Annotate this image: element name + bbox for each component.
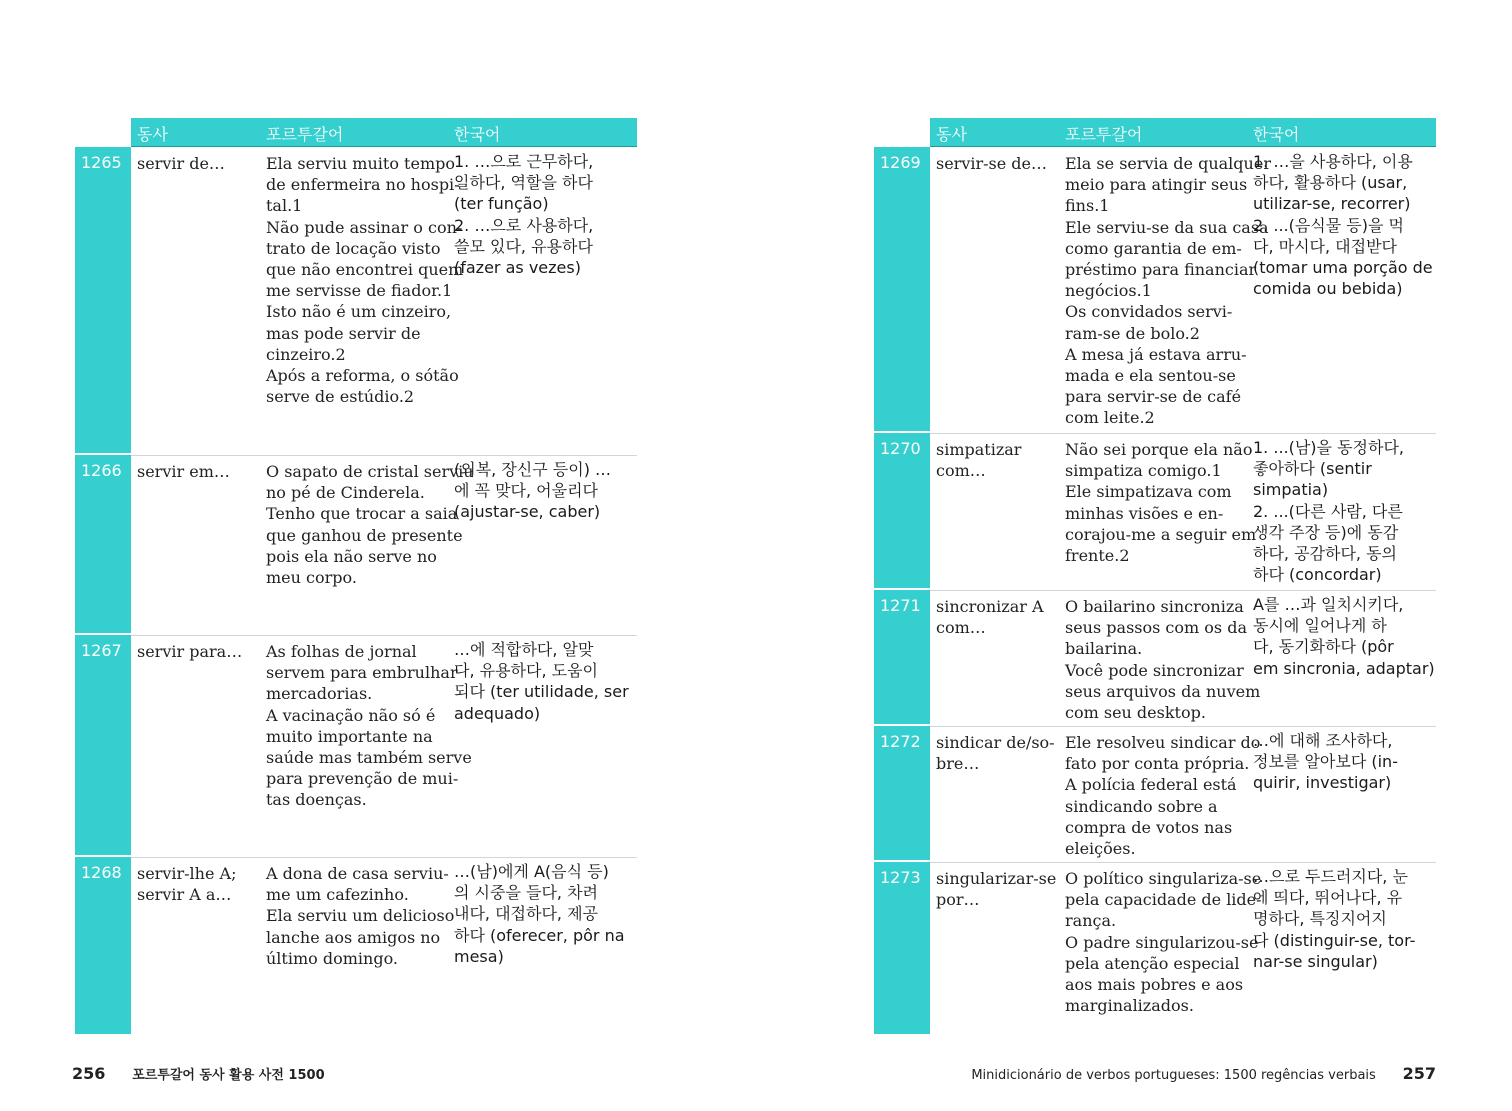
portuguese-examples-line: Você pode sincronizar bbox=[1065, 660, 1244, 680]
portuguese-examples-line: Ela se servia de qualquer bbox=[1065, 154, 1271, 173]
portuguese-examples bbox=[1065, 732, 1261, 859]
korean-meaning bbox=[1253, 437, 1435, 585]
verb-phrase-line: bre… bbox=[936, 754, 980, 773]
entry bbox=[75, 147, 637, 453]
korean-meaning-line: 일하다, 역할을 하다 bbox=[454, 173, 593, 193]
portuguese-examples-line: Ele resolveu sindicar do bbox=[1065, 733, 1261, 752]
verb-phrase bbox=[137, 863, 259, 905]
korean-meaning-line: 에 꼭 맞다, 어울리다 bbox=[454, 481, 598, 501]
portuguese-examples-line: seus arquivos da nuvem bbox=[1065, 681, 1261, 701]
portuguese-examples-line: com seu desktop. bbox=[1065, 703, 1206, 723]
korean-meaning-line: 생각 주장 등)에 동감 bbox=[1253, 522, 1399, 542]
entry-number: 1269 bbox=[880, 153, 921, 172]
portuguese-examples bbox=[266, 641, 472, 811]
verb-phrase-line: servir de… bbox=[137, 154, 225, 173]
korean-meaning bbox=[454, 861, 636, 967]
korean-meaning-line: quirir, investigar) bbox=[1253, 773, 1392, 793]
portuguese-examples-line: Ela serviu muito tempo bbox=[266, 154, 455, 173]
korean-meaning-line: 2. …으로 사용하다, bbox=[454, 215, 594, 235]
korean-meaning-line: 동시에 일어나게 하 bbox=[1253, 616, 1387, 636]
korean-meaning-line: simpatia) bbox=[1253, 480, 1329, 500]
korean-meaning-line: …에 적합하다, 알맞 bbox=[454, 640, 594, 659]
portuguese-examples-line: que não encontrei quem bbox=[266, 260, 464, 280]
korean-meaning bbox=[454, 459, 636, 523]
portuguese-examples-line: me um cafezinho. bbox=[266, 885, 409, 905]
verb-phrase-line: por… bbox=[936, 890, 980, 909]
entry bbox=[874, 590, 1436, 724]
korean-meaning-line: 좋아하다 (sentir bbox=[1253, 459, 1372, 479]
portuguese-examples-line: mada e ela sentou-se bbox=[1065, 366, 1236, 386]
header-korean: 한국어 bbox=[454, 125, 501, 144]
entry-divider bbox=[131, 857, 637, 858]
portuguese-examples-line: Ele serviu-se da sua casa bbox=[1065, 217, 1269, 237]
header-verb: 동사 bbox=[936, 125, 967, 144]
korean-meaning-line: 내다, 대접하다, 제공 bbox=[454, 904, 598, 924]
verb-phrase-line: sincronizar A bbox=[936, 597, 1044, 616]
portuguese-examples-line: trato de locação visto bbox=[266, 238, 441, 258]
entry-number-band bbox=[874, 147, 930, 431]
korean-meaning-line: 하다 (concordar) bbox=[1253, 565, 1382, 585]
verb-phrase-line: servir A a… bbox=[137, 885, 232, 904]
portuguese-examples-line: Após a reforma, o sótão bbox=[266, 366, 459, 386]
verb-phrase-line: sindicar de/so- bbox=[936, 733, 1055, 752]
header-verb: 동사 bbox=[137, 125, 168, 144]
entry-divider bbox=[930, 862, 1436, 863]
portuguese-examples-line: no pé de Cinderela. bbox=[266, 483, 425, 503]
korean-meaning-line: 명하다, 특징지어지 bbox=[1253, 909, 1387, 929]
verb-phrase bbox=[137, 153, 259, 174]
page-number-right: 257 bbox=[1402, 1064, 1436, 1083]
portuguese-examples-line: préstimo para financiar bbox=[1065, 260, 1257, 280]
portuguese-examples-line: A mesa já estava arru- bbox=[1065, 344, 1247, 364]
korean-meaning-line: 다 (distinguir-se, tor- bbox=[1253, 930, 1416, 950]
korean-meaning-line: nar-se singular) bbox=[1253, 951, 1378, 971]
portuguese-examples-line: negócios.1 bbox=[1065, 281, 1152, 301]
verb-phrase bbox=[936, 153, 1058, 174]
korean-meaning-line: 1. …으로 근무하다, bbox=[454, 152, 594, 171]
korean-meaning-line: em sincronia, adaptar) bbox=[1253, 658, 1435, 678]
footer-left bbox=[72, 1064, 325, 1083]
korean-meaning-line: …으로 두드러지다, 눈 bbox=[1253, 867, 1408, 886]
portuguese-examples bbox=[1065, 868, 1262, 1016]
portuguese-examples-line: fins.1 bbox=[1065, 196, 1110, 216]
portuguese-examples-line: A polícia federal está bbox=[1065, 775, 1237, 795]
portuguese-examples-line: Ela serviu um delicioso bbox=[266, 906, 455, 926]
portuguese-examples bbox=[1065, 596, 1261, 723]
verb-phrase-line: servir-se de… bbox=[936, 154, 1048, 173]
korean-meaning-line: 하다, 활용하다 (usar, bbox=[1253, 173, 1408, 193]
entry-divider bbox=[131, 635, 637, 636]
portuguese-examples-line: corajou-me a seguir em bbox=[1065, 524, 1257, 544]
entry-number-band bbox=[874, 433, 930, 588]
portuguese-examples-line: As folhas de jornal bbox=[266, 642, 417, 661]
portuguese-examples-line: sindicando sobre a bbox=[1065, 796, 1218, 816]
left-page bbox=[75, 118, 637, 1034]
portuguese-examples-line: rança. bbox=[1065, 911, 1117, 931]
entry bbox=[874, 862, 1436, 1034]
portuguese-examples-line: pela capacidade de lide- bbox=[1065, 890, 1262, 910]
korean-meaning bbox=[454, 639, 636, 724]
portuguese-examples-line: simpatiza comigo.1 bbox=[1065, 461, 1222, 481]
portuguese-examples bbox=[1065, 439, 1257, 566]
portuguese-examples-line: fato por conta própria. bbox=[1065, 754, 1250, 774]
portuguese-examples-line: minhas visões e en- bbox=[1065, 503, 1224, 523]
portuguese-examples-line: saúde mas também serve bbox=[266, 748, 472, 768]
portuguese-examples bbox=[266, 153, 464, 407]
entry bbox=[75, 857, 637, 1034]
verb-phrase bbox=[936, 439, 1058, 481]
portuguese-examples-line: de enfermeira no hospi- bbox=[266, 175, 460, 195]
portuguese-examples-line: que ganhou de presente bbox=[266, 525, 463, 545]
right-page bbox=[874, 118, 1436, 1034]
verb-phrase-line: servir para… bbox=[137, 642, 243, 661]
korean-meaning-line: (의복, 장신구 등이) … bbox=[454, 460, 612, 479]
portuguese-examples-line: seus passos com os da bbox=[1065, 618, 1247, 638]
korean-meaning-line: 하다, 공감하다, 동의 bbox=[1253, 544, 1397, 564]
verb-phrase bbox=[137, 641, 259, 662]
korean-meaning-line: 에 띄다, 뛰어나다, 유 bbox=[1253, 888, 1403, 908]
header-portuguese: 포르투갈어 bbox=[266, 125, 344, 144]
portuguese-examples-line: Não pude assinar o con- bbox=[266, 217, 463, 237]
korean-meaning-line: 1. …을 사용하다, 이용 bbox=[1253, 152, 1413, 171]
verb-phrase-line: com… bbox=[936, 461, 986, 480]
portuguese-examples-line: serve de estúdio.2 bbox=[266, 387, 415, 407]
entry-number-band bbox=[75, 635, 131, 855]
korean-meaning bbox=[1253, 730, 1435, 794]
entry-number-band bbox=[874, 726, 930, 860]
entry-number: 1272 bbox=[880, 732, 921, 751]
entry-number-band bbox=[874, 590, 930, 724]
portuguese-examples-line: tas doenças. bbox=[266, 790, 367, 810]
portuguese-examples-line: Os convidados servi- bbox=[1065, 302, 1233, 322]
portuguese-examples-line: com leite.2 bbox=[1065, 408, 1155, 428]
footer-right bbox=[971, 1064, 1436, 1083]
korean-meaning-line: 2. ...(음식물 등)을 먹 bbox=[1253, 215, 1405, 235]
entry bbox=[874, 147, 1436, 431]
verb-phrase bbox=[936, 732, 1058, 774]
entry-divider bbox=[930, 726, 1436, 727]
korean-meaning-line: …에 대해 조사하다, bbox=[1253, 731, 1393, 750]
entry-number: 1267 bbox=[81, 641, 122, 660]
portuguese-examples-line: aos mais pobres e aos bbox=[1065, 975, 1244, 995]
verb-phrase bbox=[137, 461, 259, 482]
portuguese-examples-line: bailarina. bbox=[1065, 639, 1143, 659]
entry-number: 1271 bbox=[880, 596, 921, 615]
korean-meaning-line: (fazer as vezes) bbox=[454, 258, 581, 278]
portuguese-examples-line: O padre singularizou-se bbox=[1065, 932, 1259, 952]
portuguese-examples bbox=[266, 461, 474, 588]
column-header-row bbox=[131, 118, 637, 147]
portuguese-examples-line: muito importante na bbox=[266, 726, 433, 746]
portuguese-examples-line: Não sei porque ela não bbox=[1065, 440, 1253, 459]
korean-meaning-line: …(남)에게 A(음식 등) bbox=[454, 862, 609, 881]
portuguese-examples-line: para prevenção de mui- bbox=[266, 769, 459, 789]
page-number-left: 256 bbox=[72, 1064, 106, 1083]
korean-meaning-line: 다, 동기화하다 (pôr bbox=[1253, 637, 1394, 657]
portuguese-examples-line: meu corpo. bbox=[266, 568, 357, 588]
verb-phrase bbox=[936, 868, 1058, 910]
entry-number: 1266 bbox=[81, 461, 122, 480]
korean-meaning-line: mesa) bbox=[454, 946, 504, 966]
entry-number-band bbox=[75, 857, 131, 1034]
header-korean: 한국어 bbox=[1253, 125, 1300, 144]
korean-meaning-line: 정보를 알아보다 (in- bbox=[1253, 752, 1398, 772]
portuguese-examples-line: compra de votos nas bbox=[1065, 817, 1233, 837]
entry-number: 1265 bbox=[81, 153, 122, 172]
korean-meaning-line: 1. ...(남)을 동정하다, bbox=[1253, 438, 1405, 457]
korean-meaning-line: 의 시중을 들다, 차려 bbox=[454, 883, 598, 903]
entry bbox=[75, 635, 637, 855]
korean-meaning-line: adequado) bbox=[454, 703, 541, 723]
entry-number-band bbox=[75, 455, 131, 633]
portuguese-examples-line: O político singulariza-se bbox=[1065, 869, 1262, 888]
portuguese-examples-line: ram-se de bolo.2 bbox=[1065, 323, 1200, 343]
korean-meaning bbox=[454, 151, 636, 278]
portuguese-examples-line: tal.1 bbox=[266, 196, 303, 216]
verb-phrase-line: simpatizar bbox=[936, 440, 1022, 459]
korean-meaning-line: 다, 유용하다, 도움이 bbox=[454, 661, 598, 681]
portuguese-examples-line: Ele simpatizava com bbox=[1065, 482, 1232, 502]
verb-phrase-line: singularizar-se bbox=[936, 869, 1057, 888]
portuguese-examples-line: mas pode servir de bbox=[266, 323, 421, 343]
entry-divider bbox=[131, 455, 637, 456]
portuguese-examples-line: Isto não é um cinzeiro, bbox=[266, 302, 452, 322]
verb-phrase-line: com… bbox=[936, 618, 986, 637]
portuguese-examples-line: como garantia de em- bbox=[1065, 238, 1242, 258]
korean-meaning bbox=[1253, 151, 1435, 299]
portuguese-examples-line: marginalizados. bbox=[1065, 996, 1194, 1016]
portuguese-examples-line: para servir-se de café bbox=[1065, 387, 1242, 407]
korean-meaning-line: comida ou bebida) bbox=[1253, 279, 1403, 299]
entry-number: 1268 bbox=[81, 863, 122, 882]
portuguese-examples-line: servem para embrulhar bbox=[266, 663, 458, 683]
entry-number: 1273 bbox=[880, 868, 921, 887]
portuguese-examples-line: pois ela não serve no bbox=[266, 546, 437, 566]
korean-meaning-line: 하다 (oferecer, pôr na bbox=[454, 925, 625, 945]
portuguese-examples-line: me servisse de fiador.1 bbox=[266, 281, 453, 301]
book-title-portuguese: Minidicionário de verbos portugueses: 1500 regências verbais bbox=[971, 1068, 1376, 1083]
portuguese-examples-line: Tenho que trocar a saia bbox=[266, 504, 458, 524]
entry-number-band bbox=[874, 862, 930, 1034]
entry bbox=[75, 455, 637, 633]
entry-divider bbox=[930, 433, 1436, 434]
portuguese-examples bbox=[1065, 153, 1271, 429]
korean-meaning-line: 쓸모 있다, 유용하다 bbox=[454, 236, 593, 256]
book-title-korean: 포르투갈어 동사 활용 사전 1500 bbox=[132, 1068, 325, 1083]
portuguese-examples-line: último domingo. bbox=[266, 948, 399, 968]
portuguese-examples-line: lanche aos amigos no bbox=[266, 927, 441, 947]
korean-meaning bbox=[1253, 594, 1435, 679]
portuguese-examples-line: mercadorias. bbox=[266, 684, 373, 704]
korean-meaning-line: (ajustar-se, caber) bbox=[454, 502, 601, 522]
portuguese-examples-line: cinzeiro.2 bbox=[266, 344, 346, 364]
korean-meaning-line: 되다 (ter utilidade, ser bbox=[454, 682, 629, 702]
entry bbox=[874, 726, 1436, 860]
korean-meaning-line: (ter função) bbox=[454, 194, 549, 214]
verb-phrase bbox=[936, 596, 1058, 638]
portuguese-examples-line: O bailarino sincroniza bbox=[1065, 597, 1244, 616]
portuguese-examples-line: eleições. bbox=[1065, 839, 1136, 859]
korean-meaning bbox=[1253, 866, 1435, 972]
entry-number-band bbox=[75, 147, 131, 453]
portuguese-examples-line: A dona de casa serviu- bbox=[266, 864, 449, 883]
entry bbox=[874, 433, 1436, 588]
entry-divider bbox=[930, 590, 1436, 591]
portuguese-examples-line: O sapato de cristal serviu bbox=[266, 462, 474, 481]
portuguese-examples-line: frente.2 bbox=[1065, 546, 1130, 566]
korean-meaning-line: 2. ...(다른 사람, 다른 bbox=[1253, 501, 1403, 521]
entry-number: 1270 bbox=[880, 439, 921, 458]
header-portuguese: 포르투갈어 bbox=[1065, 125, 1143, 144]
portuguese-examples bbox=[266, 863, 455, 969]
verb-phrase-line: servir em… bbox=[137, 462, 230, 481]
korean-meaning-line: utilizar-se, recorrer) bbox=[1253, 194, 1411, 214]
portuguese-examples-line: meio para atingir seus bbox=[1065, 175, 1248, 195]
korean-meaning-line: 다, 마시다, 대접받다 bbox=[1253, 236, 1397, 256]
portuguese-examples-line: pela atenção especial bbox=[1065, 953, 1240, 973]
column-header-row bbox=[930, 118, 1436, 147]
verb-phrase-line: servir-lhe A; bbox=[137, 864, 237, 883]
portuguese-examples-line: A vacinação não só é bbox=[266, 705, 436, 725]
korean-meaning-line: A를 …과 일치시키다, bbox=[1253, 595, 1404, 614]
korean-meaning-line: (tomar uma porção de bbox=[1253, 258, 1433, 278]
